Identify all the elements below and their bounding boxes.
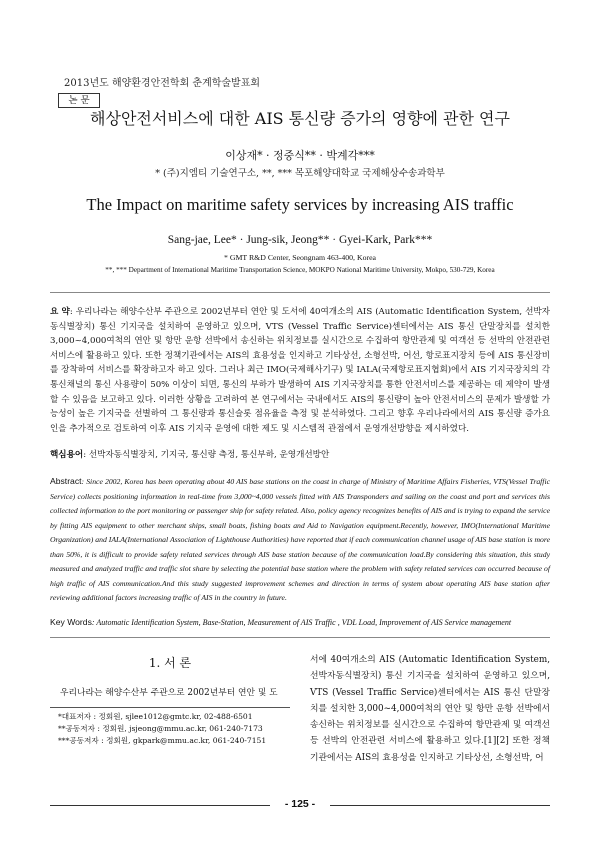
korean-keywords-text: : 선박자동식별장치, 기지국, 통신량 측정, 통신부하, 운영개선방안 xyxy=(83,450,330,460)
korean-abstract-label: 요 약 xyxy=(50,307,70,317)
article-type-label: 논 문 xyxy=(58,93,100,108)
english-keywords xyxy=(50,617,550,627)
section-right-text: 서에 40여개소의 AIS (Automatic Identification System, 선박자동식별장치) 통신 기지국을 설치하여 운영하고 있으며, VTS (Vessel Traffic Service)센터에서는 AIS 통신 단말장치를 설치한 3,000~4,000여척의 연안 및 항만 운항 선박에서 송신하는 위치정보를 실시간으로 수집하여 항만관제 및 여객선 등 선박의 안전관련 서비스에 활용하고 있다.[1][2] 또한 정책기관에서는 AIS의 효용성을 인지하고 기타상선, 소형선박, 어 xyxy=(310,655,550,763)
korean-keywords xyxy=(50,448,550,460)
english-authors: Sang-jae, Lee* · Jung-sik, Jeong** · Gyei-Kark, Park*** xyxy=(167,234,433,246)
english-keywords-label: Key Words xyxy=(50,617,92,627)
english-affiliation-2: **, *** Department of International Maritime Transportation Science, MOKPO National Maritime University, Mokpo, 530-729, Korea xyxy=(105,266,495,274)
english-abstract xyxy=(50,474,550,606)
bottom-divider xyxy=(50,637,550,638)
conference-header: 2013년도 해양환경안전학회 춘계학술발표회 xyxy=(64,78,261,89)
korean-title: 해상안전서비스에 대한 AIS 통신량 증가의 영향에 관한 연구 xyxy=(90,109,510,128)
top-divider xyxy=(50,292,550,293)
english-abstract-label: Abstract xyxy=(50,476,82,486)
english-title: The Impact on maritime safety services by increasing AIS traffic xyxy=(86,195,514,214)
section-heading: 1. 서 론 xyxy=(148,656,192,670)
korean-abstract xyxy=(50,305,550,436)
footnotes xyxy=(58,711,266,747)
english-keywords-text: : Automatic Identification System, Base-Station, Measurement of AIS Traffic , VDL Load, Improvement of AIS Service management xyxy=(91,618,512,627)
footnote-3: ***공동저자 : 정회원, gkpark@mmu.ac.kr, 061-240-7151 xyxy=(58,736,267,745)
korean-keywords-label: 핵심용어 xyxy=(50,450,84,460)
korean-affiliation: * (주)지엠티 기술연구소, **, *** 목포해양대학교 국제해상수송과학부 xyxy=(155,168,445,179)
korean-abstract-text: : 우리나라는 해양수산부 주관으로 2002년부터 연안 및 도서에 40여개소의 AIS (Automatic Identification System, 선박자동식별장치) 통신 기지국을 설치하여 운영하고 있으며, VTS (Vessel Traffic Service)센터에서는 AIS 통신 단말장치를 설치한 3,000~4,000여척의 연안 및 항만 운항 선박에서 송신하는 위치정보를 실시간으로 수집하여 항만관제 및 여객선 등 선박의 안전관련 서비스에 활용하고 있다. 또한 정책기관에서는 AIS의 효용성을 인지하고 기타상선, 소형선박, 어선, 항로표지장치 등에 AIS 통신장비를 장착하여 서비스를 확장하고자 하고 있다. 그러나 최근 IMO(국제해사기구) 및 IALA(국제항로표지협회)에서 AIS 기지국장치의 각 통신채널의 통신 사용량이 50% 이상이 되면, 통신의 부하가 발생하여 AIS 기지국장치를 통한 안전서비스를 제공하는 데 제약이 발생할 수 있음을 보고하고 있다. 이러한 상황을 고려하여 본 연구에서는 국내에서도 AIS의 통신량이 높아 안전서비스의 문제가 발생할 가능성이 높은 기지국을 선별하여 그 통신량과 통신슬롯 점유율을 측정 및 분석하였다. 그리고 향후 우리나라에서의 AIS 통신량 증가요인을 추가적으로 검토하여 이후 AIS 기지국 운영에 대한 제도 및 시스템적 관점에서 운영개선방향을 제시하였다. xyxy=(50,307,550,434)
section-left-text: 우리나라는 해양수산부 주관으로 2002년부터 연안 및 도 xyxy=(60,688,278,698)
korean-authors: 이상재* · 정중식** · 박계각*** xyxy=(225,149,375,162)
english-abstract-text: : Since 2002, Korea has been operating about 40 AIS base stations on the coast in charge of Ministry of Maritime Affairs Fisheries, VTS(Vessel Traffic Service) collects positioning information in real-time from 3,000~4,000 vessels fitted with AIS Transponders and sailing on the coast and port and services this collected information to the port monitoring or passenger ship for safety related. Also, policy agency recognizes benefits of AIS and is trying to expand the service by fitting AIS equipment to other merchant ships, small boats, fishing boats and Aid to Navigation equipment.Recently, however, IMO(International Maritime Organization) and IALA(International Association of Lighthouse Authorities) have reported that if each communication channel usage of AIS base station is more than 50%, it is difficult to provide safety related services through AIS base station because of the communication load.By considering this situation, this study measured and analyzed traffic and traffic slot share by selecting the potential base station where the problem with safety related services can occurred because of high traffic of AIS communication.And this study suggested improvement schemes and direction in terms of system about operating AIS base station after reviewing additional factors increasing traffic of AIS in the country in future. xyxy=(50,477,550,602)
page-number: - 125 - xyxy=(284,798,316,810)
english-affiliation-1: * GMT R&D Center, Seongnam 463-400, Korea xyxy=(224,253,376,262)
footnote-1: *대표저자 : 정회원, sjlee1012@gmtc.kr, 02-488-6501 xyxy=(58,712,253,721)
footnote-2: **공동저자 : 정회원, jsjeong@mmu.ac.kr, 061-240-7173 xyxy=(58,724,263,733)
footnote-divider xyxy=(50,707,290,708)
